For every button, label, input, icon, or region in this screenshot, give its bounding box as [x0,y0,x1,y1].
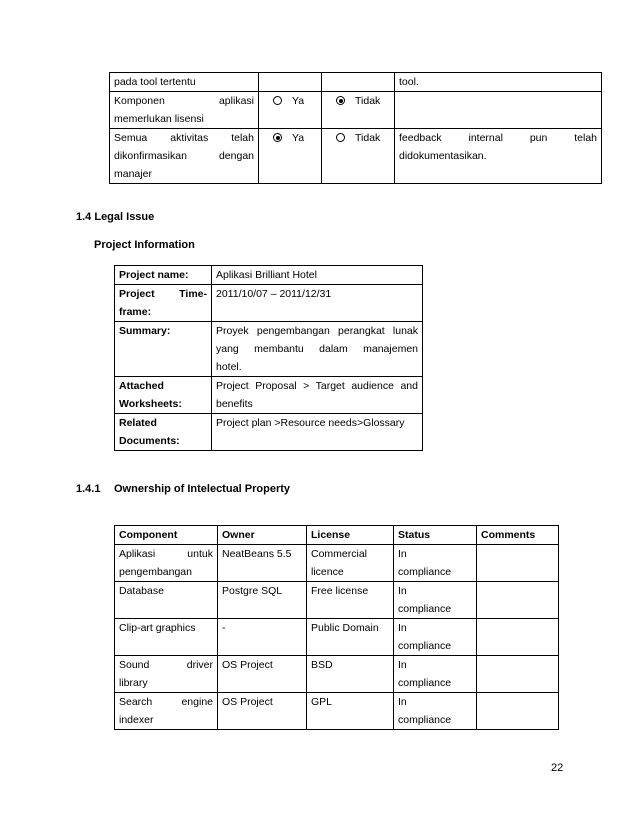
table-cell: In compliance [394,693,477,730]
table-cell [477,619,559,656]
table-cell-label: Summary: [115,322,212,377]
table-cell-value: Proyek pengembangan perangkat lunak yang membantu dalam manajemen hotel. [212,322,423,377]
table-row [110,73,602,92]
table-cell [395,92,602,129]
table-cell-label: Project Time- frame: [115,285,212,322]
table-row [115,619,559,656]
table-cell-value: Project Proposal > Target audience and benefits [212,377,423,414]
table-cell [477,545,559,582]
ownership-table [114,525,559,730]
table-cell: Clip-art graphics [115,619,218,656]
table-cell-label: Related Documents: [115,414,212,451]
table-cell: In compliance [394,656,477,693]
table-cell: Commercial licence [307,545,394,582]
table-cell [259,73,322,92]
table-cell [477,693,559,730]
radio-yes[interactable]: Ya [259,129,322,184]
table-cell [477,582,559,619]
table-cell: feedback internal pun telah didokumentasikan. [395,129,602,184]
table-row [115,377,423,414]
table-cell: BSD [307,656,394,693]
table-cell-value: Project plan >Resource needs>Glossary [212,414,423,451]
table-row [115,414,423,451]
table-cell-label: Project name: [115,266,212,285]
table-cell: - [218,619,307,656]
table-cell-label: Attached Worksheets: [115,377,212,414]
table-cell: In compliance [394,545,477,582]
column-header: License [307,526,394,545]
project-info-table [114,265,423,451]
table-cell-value: Aplikasi Brilliant Hotel [212,266,423,285]
table-cell: tool. [395,73,602,92]
table-cell: Free license [307,582,394,619]
radio-no[interactable]: Tidak [322,129,395,184]
table-row [115,266,423,285]
table-header-row [115,526,559,545]
table-row [115,322,423,377]
radio-empty-icon [336,133,345,142]
table-cell: Database [115,582,218,619]
table-row [115,693,559,730]
table-cell: Aplikasi untuk pengembangan [115,545,218,582]
table-cell: OS Project [218,656,307,693]
section-heading-project-info: Project Information [94,239,195,251]
checklist-table [109,72,602,184]
table-cell: Semua aktivitas telah dikonfirmasikan dengan manajer [110,129,259,184]
table-cell: In compliance [394,619,477,656]
section-heading-ownership: 1.4.1 Ownership of Intelectual Property [76,483,291,495]
table-row [115,285,423,322]
table-row [110,92,602,129]
table-cell: Public Domain [307,619,394,656]
radio-no[interactable]: Tidak [322,92,395,129]
column-header: Component [115,526,218,545]
table-cell: NeatBeans 5.5 [218,545,307,582]
table-row [115,582,559,619]
table-cell: pada tool tertentu [110,73,259,92]
table-cell [322,73,395,92]
radio-selected-icon [273,133,282,142]
section-heading-legal: 1.4 Legal Issue [76,211,155,223]
page-number: 22 [551,762,564,774]
column-header: Owner [218,526,307,545]
table-row [115,545,559,582]
table-cell [477,656,559,693]
column-header: Status [394,526,477,545]
table-cell: Search engine indexer [115,693,218,730]
radio-empty-icon [273,96,282,105]
radio-selected-icon [336,96,345,105]
table-cell-value: 2011/10/07 – 2011/12/31 [212,285,423,322]
table-cell: Komponen aplikasi memerlukan lisensi [110,92,259,129]
table-cell: Postgre SQL [218,582,307,619]
table-cell: OS Project [218,693,307,730]
table-cell: GPL [307,693,394,730]
table-cell: In compliance [394,582,477,619]
table-row [115,656,559,693]
column-header: Comments [477,526,559,545]
radio-yes[interactable]: Ya [259,92,322,129]
table-row [110,129,602,184]
table-cell: Sound driver library [115,656,218,693]
